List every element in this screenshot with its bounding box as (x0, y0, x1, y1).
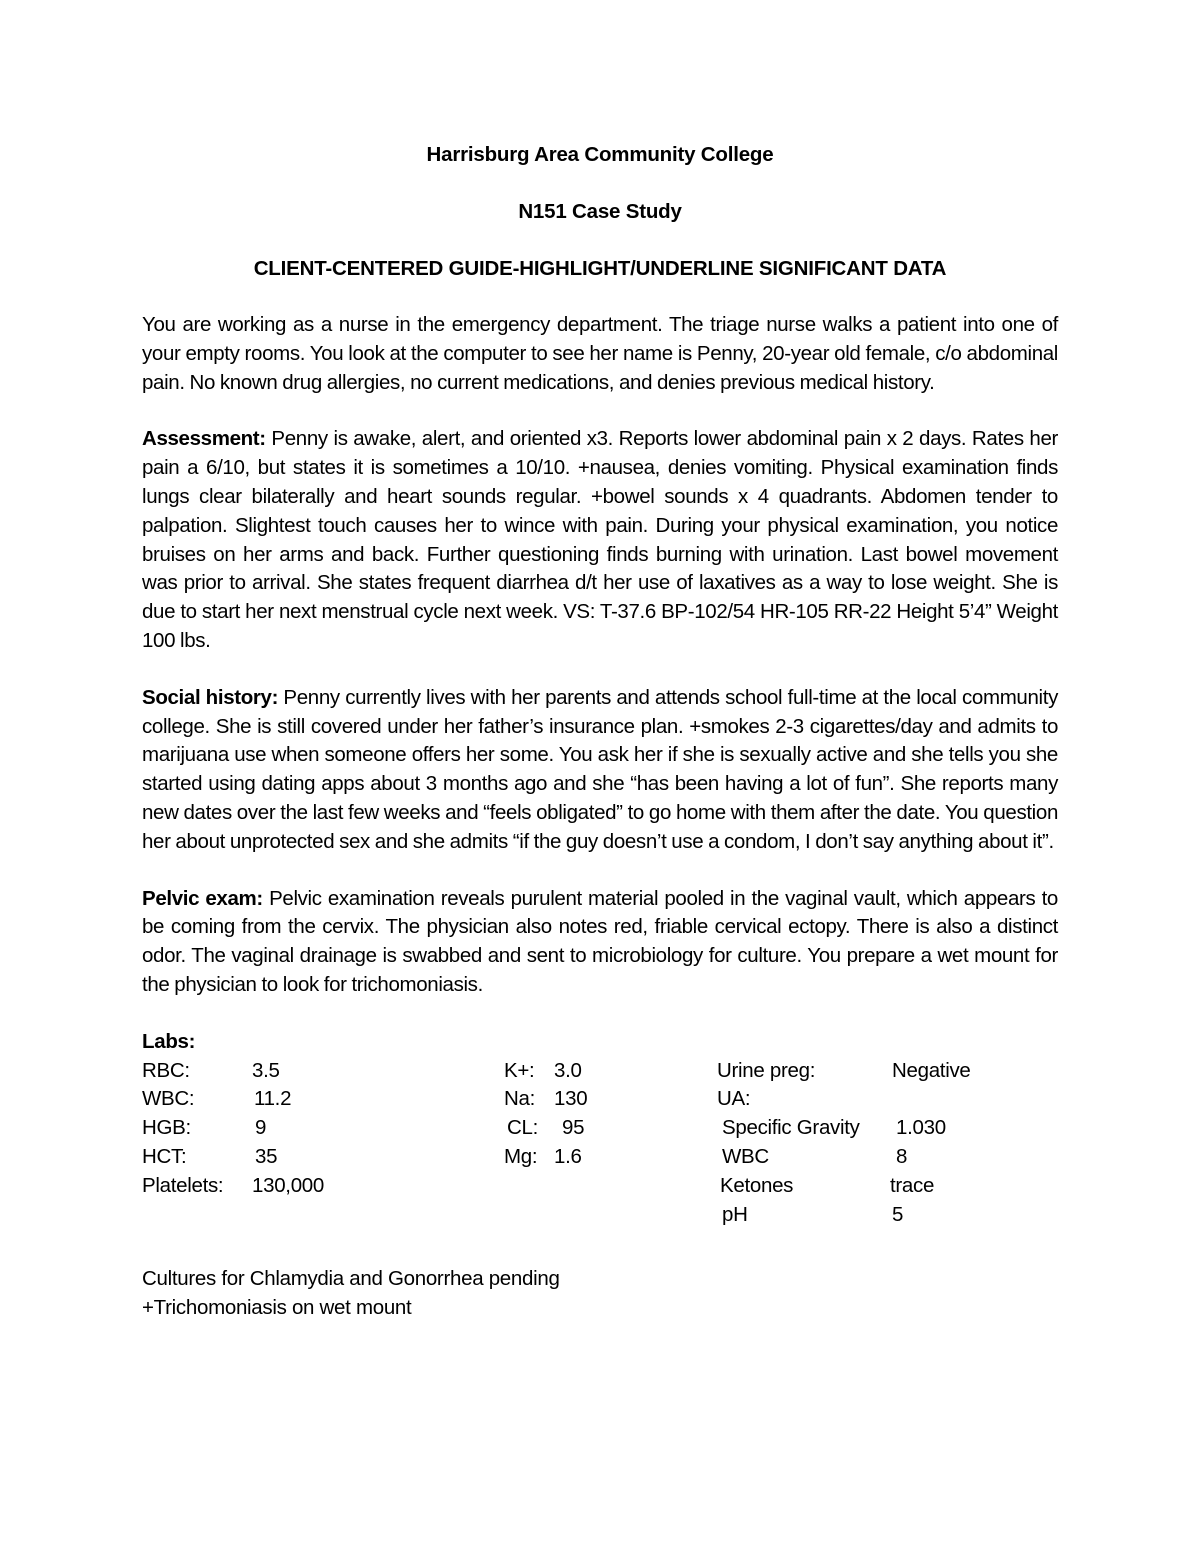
lab-name: HGB: (142, 1116, 191, 1140)
guide-heading: CLIENT-CENTERED GUIDE-HIGHLIGHT/UNDERLINE SIGNIFICANT DATA (253, 257, 947, 280)
lab-name: Ketones (720, 1173, 794, 1197)
lab-name: Mg: (504, 1144, 538, 1168)
lab-value: 8 (896, 1144, 908, 1168)
lab-name: Platelets: (142, 1173, 224, 1197)
lab-name: RBC: (142, 1058, 190, 1082)
lab-value: 9 (255, 1116, 267, 1140)
labs-title: Labs: (142, 1029, 196, 1053)
pelvic-exam-text: Pelvic examination reveals purulent material pooled in the vaginal vault, which appears to be coming from the cervix. The physician also notes red, friable cervical ectopy. There is also a distinct odor. The vaginal drainage is swabbed and sent to microbiology for culture. You prepare a wet mount for the physician to look for trichomoniasis. (142, 886, 1058, 996)
cultures-pending-note: Cultures for Chlamydia and Gonorrhea pending (142, 1266, 560, 1290)
lab-value: 5 (892, 1202, 904, 1226)
pelvic-exam-label: Pelvic exam: (142, 886, 263, 910)
lab-value: 130,000 (252, 1173, 325, 1197)
lab-value: 95 (562, 1116, 585, 1140)
institution-title: Harrisburg Area Community College (426, 143, 774, 166)
lab-value: 3.5 (252, 1058, 280, 1082)
lab-value: 11.2 (254, 1087, 292, 1111)
pelvic-exam-paragraph (142, 885, 1058, 1000)
document-page (142, 140, 1058, 1323)
assessment-text: Penny is awake, alert, and oriented x3. Reports lower abdominal pain x 2 days. Rates her pain a 6/10, but states it is sometimes a 10/10. +nausea, denies vomiting. Physical examination finds lungs clear bilaterally and heart sounds regular. +bowel sounds x 4 quadrants. Abdomen tender to palpation. Slightest touch causes her to wince with pain. During your physical examination, you notice bruises on her arms and back. Further questioning finds burning with urination. Last bowel movement was prior to arrival. She states frequent diarrhea d/t her use of laxatives as a way to lose weight. She is due to start her next menstrual cycle next week. VS: T-37.6 BP-102/54 HR-105 RR-22 Height 5’4” Weight 100 lbs. (142, 427, 1058, 652)
lab-value: 1.6 (554, 1144, 582, 1168)
social-history-text: Penny currently lives with her parents and attends school full-time at the local community college. She is still covered under her father’s insurance plan. +smokes 2-3 cigarettes/day and admits to marijuana use when someone offers her some. You ask her if she is sexually active and she tells you she started using dating apps about 3 months ago and she “has been having a lot of fun”. She reports many new dates over the last few weeks and “feels obligated” to go home with them after the date. You question her about unprotected sex and she admits “if the guy doesn’t use a condom, I don’t say anything about it”. (142, 685, 1058, 853)
lab-name: CL: (507, 1116, 539, 1140)
lab-name: K+: (504, 1058, 535, 1082)
results-footer (142, 1264, 1058, 1323)
lab-name: HCT: (142, 1144, 187, 1168)
lab-value: trace (890, 1173, 935, 1197)
lab-name: WBC: (142, 1087, 195, 1111)
intro-paragraph: You are working as a nurse in the emergency department. The triage nurse walks a patient into one of your empty rooms. You look at the computer to see her name is Penny, 20-year old female, c/o abdominal pain. No known drug allergies, no current medications, and denies previous medical history. (142, 313, 1058, 394)
labs-section (142, 1028, 1058, 1228)
assessment-paragraph (142, 425, 1058, 655)
lab-name: UA: (717, 1087, 751, 1111)
course-title: N151 Case Study (518, 200, 682, 223)
social-history-label: Social history: (142, 685, 279, 709)
lab-value: 35 (255, 1144, 278, 1168)
lab-value: 1.030 (896, 1116, 946, 1140)
social-history-paragraph (142, 684, 1058, 857)
lab-value: 3.0 (554, 1058, 582, 1082)
lab-name: Urine preg: (717, 1058, 816, 1082)
lab-name: Na: (504, 1087, 536, 1111)
assessment-label: Assessment: (142, 427, 266, 451)
trichomoniasis-result: +Trichomoniasis on wet mount (142, 1296, 412, 1320)
lab-value: 130 (554, 1087, 588, 1111)
lab-name: Specific Gravity (722, 1116, 860, 1140)
lab-name: WBC (722, 1144, 769, 1168)
lab-name: pH (722, 1202, 748, 1226)
lab-value: Negative (892, 1058, 971, 1082)
